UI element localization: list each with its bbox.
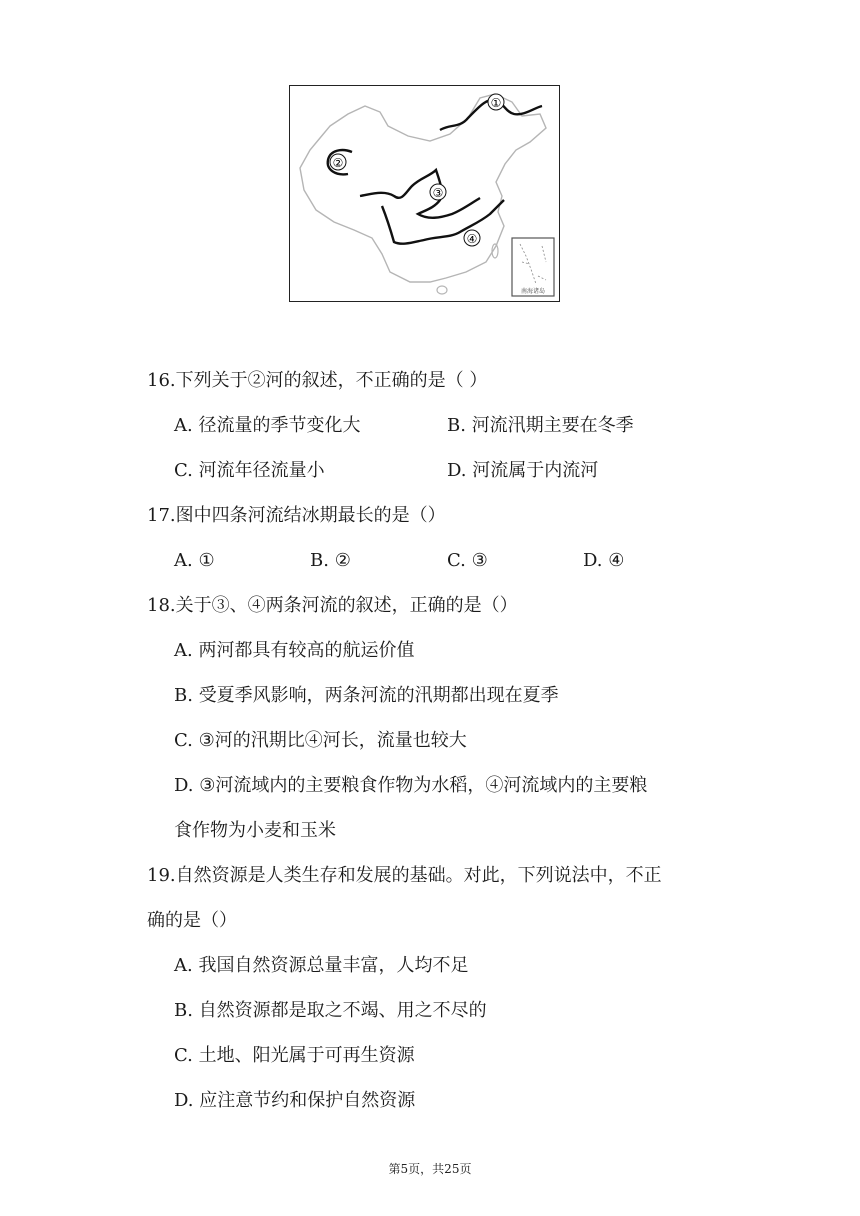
china-river-map [289,85,560,302]
option-text: ③ [471,550,488,571]
option-text: 我国自然资源总量丰富，人均不足 [198,955,469,976]
option-text: 河流汛期主要在冬季 [471,415,634,436]
question-19-stem-continued: 确的是（） [147,910,237,931]
hainan-island [437,286,447,294]
q16-option-c[interactable] [174,459,325,483]
option-text: 受夏季风影响，两条河流的汛期都出现在夏季 [198,685,559,706]
question-16-stem: 16.下列关于②河的叙述，不正确的是（ ） [147,370,488,391]
marker-2-label: ② [332,156,344,170]
option-text: 径流量的季节变化大 [198,415,361,436]
marker-4-label: ④ [466,232,478,246]
marker-3-label: ③ [432,186,444,200]
inset-label: 南海诸岛 [520,288,546,295]
option-letter: B. [174,685,193,706]
option-text: 土地、阳光属于可再生资源 [198,1045,415,1066]
question-17-stem: 17.图中四条河流结冰期最长的是（） [147,505,446,526]
q18-option-c[interactable] [174,729,467,753]
option-letter: A. [174,955,193,976]
q16-option-b[interactable] [447,414,634,438]
option-text: ③河流域内的主要粮食作物为水稻，④河流域内的主要粮 [199,775,648,796]
question-19-stem: 19.自然资源是人类生存和发展的基础。对此，下列说法中，不正 [147,865,662,886]
q17-option-c[interactable] [447,549,488,573]
river-4 [382,200,504,244]
marker-1 [488,94,504,110]
option-text: ③河的汛期比④河长，流量也较大 [198,730,467,751]
page-footer: 第5页，共25页 [388,1162,472,1176]
option-letter: C. [447,550,466,571]
option-letter: B. [447,415,466,436]
marker-3 [430,184,446,200]
option-letter: C. [174,1045,193,1066]
option-letter: D. [174,775,194,796]
q19-option-c[interactable] [174,1044,415,1068]
map-drawing [290,86,558,300]
q16-option-d[interactable] [447,459,598,483]
option-letter: D. [583,550,603,571]
option-text: ② [334,550,351,571]
option-text: 河流属于内流河 [472,460,599,481]
q18-option-d[interactable] [174,774,647,798]
option-letter: D. [447,460,467,481]
option-text: 河流年径流量小 [198,460,325,481]
option-letter: A. [174,415,193,436]
q17-option-d[interactable] [583,549,624,573]
q18-option-d-continued: 食作物为小麦和玉米 [174,820,336,841]
q19-option-b[interactable] [174,999,487,1023]
option-letter: C. [174,730,193,751]
marker-4 [464,230,480,246]
q18-option-a[interactable] [174,639,414,663]
option-text: 应注意节约和保护自然资源 [199,1090,416,1111]
marker-1-label: ① [490,96,502,110]
q19-option-d[interactable] [174,1089,415,1113]
q17-option-a[interactable] [174,549,215,573]
option-letter: B. [174,1000,193,1021]
south-sea-inset [512,238,554,296]
q19-option-a[interactable] [174,954,468,978]
option-letter: B. [310,550,329,571]
option-letter: A. [174,550,193,571]
country-outline [300,94,546,282]
option-text: 两河都具有较高的航运价值 [198,640,415,661]
option-letter: C. [174,460,193,481]
marker-2 [330,154,346,170]
option-letter: A. [174,640,193,661]
option-text: 自然资源都是取之不竭、用之不尽的 [198,1000,487,1021]
river-3 [360,170,480,218]
option-text: ④ [608,550,625,571]
option-letter: D. [174,1090,194,1111]
q17-option-b[interactable] [310,549,351,573]
q16-option-a[interactable] [174,414,360,438]
question-18-stem: 18.关于③、④两条河流的叙述，正确的是（） [147,595,518,616]
option-text: ① [198,550,215,571]
q18-option-b[interactable] [174,684,559,708]
